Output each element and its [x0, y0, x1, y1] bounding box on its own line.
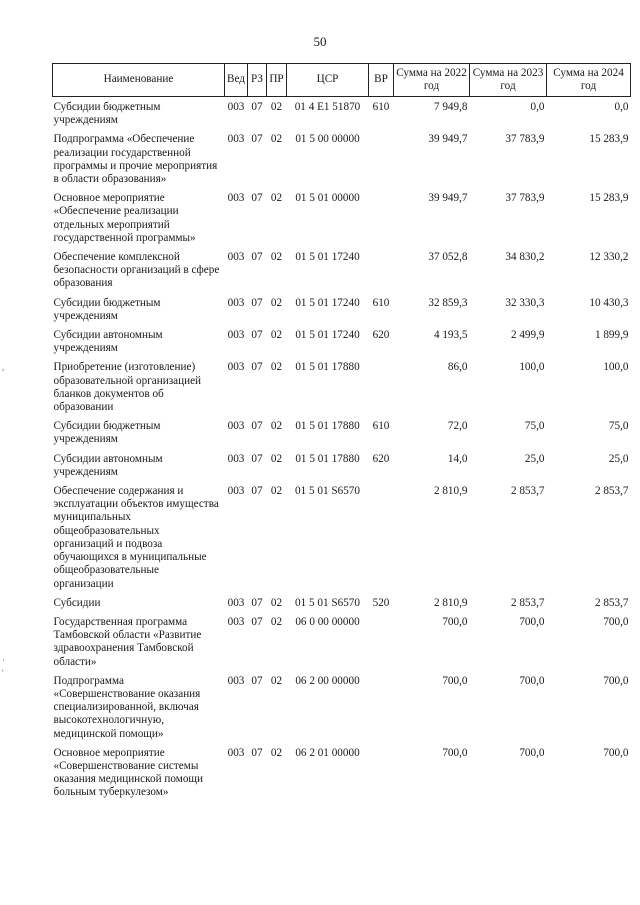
row-sum-2024: 25,0 [608, 452, 629, 465]
row-csr: 06 2 00 00000 [295, 674, 360, 687]
row-sum-2023: 34 830,2 [505, 251, 545, 264]
row-ved: 003 [227, 746, 245, 759]
row-rz: 07 [251, 615, 263, 628]
row-sum-2022: 7 949,8 [433, 101, 468, 113]
row-rz: 07 [251, 133, 263, 146]
table-row [53, 593, 631, 612]
row-vr: 620 [372, 329, 390, 342]
row-sum-2024: 700,0 [603, 615, 629, 628]
table-row [53, 129, 631, 188]
row-name: Основное мероприятие «Обеспечение реализации отдельных мероприятий государственной программы» [53, 192, 196, 244]
row-sum-2023: 75,0 [524, 420, 545, 433]
margin-mark: ' [2, 668, 4, 678]
row-sum-2024: 700,0 [603, 674, 629, 687]
row-vr [369, 743, 394, 802]
row-pr: 02 [270, 452, 283, 465]
row-rz: 07 [251, 192, 263, 205]
row-name: Обеспечение комплексной безопасности организаций в сфере образования [53, 251, 220, 290]
row-vr [369, 247, 394, 293]
row-pr: 02 [270, 329, 283, 342]
table-row [53, 293, 631, 325]
row-sum-2023: 37 783,9 [505, 133, 545, 146]
row-sum-2024: 1 899,9 [594, 329, 629, 342]
row-sum-2022: 86,0 [447, 361, 468, 374]
row-csr: 01 5 01 17240 [295, 251, 360, 264]
row-pr: 02 [270, 251, 283, 264]
row-pr: 02 [270, 420, 283, 433]
budget-table [52, 63, 631, 802]
row-sum-2024: 100,0 [603, 361, 629, 374]
row-sum-2024: 700,0 [603, 746, 629, 759]
table-row [53, 612, 631, 671]
row-vr: 610 [372, 420, 390, 433]
row-name: Основное мероприятие «Совершенствование системы оказания медицинской помощи больным туберкулезом» [53, 746, 204, 799]
header-csr: ЦСР [287, 64, 369, 97]
header-sum-2023: Сумма на 2023 год [470, 64, 547, 97]
row-pr: 02 [270, 674, 283, 687]
row-vr: 610 [372, 296, 390, 309]
row-rz: 07 [251, 746, 263, 759]
row-sum-2023: 0,0 [530, 101, 545, 113]
row-rz: 07 [251, 674, 263, 687]
row-ved: 003 [227, 596, 245, 609]
row-sum-2023: 700,0 [519, 615, 545, 628]
table-row [53, 97, 631, 130]
table-row [53, 247, 631, 293]
row-sum-2023: 100,0 [519, 361, 545, 374]
row-csr: 01 5 01 17880 [295, 452, 360, 465]
row-name: Обеспечение содержания и эксплуатации объектов имущества муниципальных общеобразовательных организаций и подвоза обучающихся в муниципальные общеобразовательные организации [53, 485, 219, 590]
row-csr: 06 0 00 00000 [295, 615, 360, 628]
row-rz: 07 [251, 452, 263, 465]
row-rz: 07 [251, 420, 263, 433]
row-vr [369, 188, 394, 247]
row-vr: 620 [372, 452, 390, 465]
row-name: Субсидии бюджетным учреждениям [53, 420, 161, 446]
row-sum-2023: 2 853,7 [510, 596, 545, 609]
row-sum-2022: 39 949,7 [428, 133, 468, 146]
row-sum-2024: 10 430,3 [589, 296, 629, 309]
row-pr: 02 [270, 296, 283, 309]
row-name: Субсидии автономным учреждениям [53, 329, 163, 355]
row-vr: 610 [372, 101, 390, 113]
row-pr: 02 [270, 596, 283, 609]
row-csr: 01 5 01 S6570 [295, 485, 360, 498]
row-name: Приобретение (изготовление) образовательной организацией бланков документов об образовании [53, 361, 202, 414]
row-ved: 003 [227, 101, 245, 113]
row-name: Государственная программа Тамбовской области «Развитие здравоохранения Тамбовской области» [53, 615, 202, 668]
row-sum-2024: 15 283,9 [589, 192, 629, 205]
row-vr [369, 671, 394, 743]
row-ved: 003 [227, 192, 245, 205]
row-sum-2024: 2 853,7 [594, 485, 629, 498]
row-rz: 07 [251, 361, 263, 374]
row-rz: 07 [251, 485, 263, 498]
table-row [53, 743, 631, 802]
row-vr [369, 481, 394, 593]
row-sum-2024: 12 330,2 [589, 251, 629, 264]
row-sum-2022: 2 810,9 [433, 485, 468, 498]
row-sum-2024: 2 853,7 [594, 596, 629, 609]
row-vr [369, 612, 394, 671]
row-name: Субсидии бюджетным учреждениям [53, 101, 161, 127]
header-vr: ВР [369, 64, 394, 97]
row-csr: 01 5 01 17880 [295, 420, 360, 433]
row-csr: 01 5 01 17880 [295, 361, 360, 374]
row-sum-2023: 2 499,9 [510, 329, 545, 342]
row-pr: 02 [270, 485, 283, 498]
row-sum-2022: 700,0 [442, 746, 468, 759]
row-csr: 01 5 00 00000 [295, 133, 360, 146]
row-ved: 003 [227, 361, 245, 374]
row-sum-2022: 32 859,3 [428, 296, 468, 309]
row-sum-2023: 25,0 [524, 452, 545, 465]
row-ved: 003 [227, 615, 245, 628]
row-ved: 003 [227, 251, 245, 264]
row-pr: 02 [270, 746, 283, 759]
row-sum-2024: 75,0 [608, 420, 629, 433]
table-row [53, 481, 631, 593]
row-rz: 07 [251, 596, 263, 609]
row-pr: 02 [270, 101, 283, 113]
row-sum-2022: 72,0 [447, 420, 468, 433]
row-pr: 02 [270, 361, 283, 374]
row-pr: 02 [270, 615, 283, 628]
row-vr: 520 [372, 596, 390, 609]
table-header-row [53, 64, 631, 97]
row-sum-2022: 39 949,7 [428, 192, 468, 205]
row-sum-2023: 37 783,9 [505, 192, 545, 205]
row-rz: 07 [251, 329, 263, 342]
row-name: Субсидии [53, 596, 101, 609]
row-pr: 02 [270, 192, 283, 205]
row-sum-2022: 14,0 [447, 452, 468, 465]
header-sum-2022: Сумма на 2022 год [394, 64, 470, 97]
row-pr: 02 [270, 133, 283, 146]
table-row [53, 188, 631, 247]
table-row [53, 325, 631, 357]
row-sum-2023: 700,0 [519, 674, 545, 687]
row-ved: 003 [227, 674, 245, 687]
header-name: Наименование [53, 64, 225, 97]
row-sum-2023: 2 853,7 [510, 485, 545, 498]
row-sum-2022: 2 810,9 [433, 596, 468, 609]
row-csr: 01 5 01 00000 [295, 192, 360, 205]
row-sum-2024: 0,0 [614, 101, 629, 113]
row-name: Субсидии бюджетным учреждениям [53, 296, 161, 322]
header-ved: Вед [225, 64, 248, 97]
row-vr [369, 129, 394, 188]
row-sum-2023: 700,0 [519, 746, 545, 759]
row-sum-2022: 700,0 [442, 615, 468, 628]
table-row [53, 357, 631, 416]
header-pr: ПР [267, 64, 287, 97]
row-csr: 01 5 01 17240 [295, 296, 360, 309]
table-row [53, 671, 631, 743]
row-sum-2024: 15 283,9 [589, 133, 629, 146]
row-csr: 01 5 01 S6570 [295, 596, 360, 609]
row-csr: 06 2 01 00000 [295, 746, 360, 759]
row-csr: 01 4 E1 51870 [294, 101, 361, 113]
header-rz: РЗ [248, 64, 267, 97]
row-ved: 003 [227, 329, 245, 342]
margin-mark: , [2, 362, 5, 372]
row-ved: 003 [227, 133, 245, 146]
row-rz: 07 [251, 101, 263, 113]
row-rz: 07 [251, 296, 263, 309]
row-rz: 07 [251, 251, 263, 264]
row-csr: 01 5 01 17240 [295, 329, 360, 342]
margin-mark: · [2, 655, 5, 665]
table-row [53, 416, 631, 448]
row-sum-2022: 4 193,5 [433, 329, 468, 342]
row-sum-2022: 37 052,8 [428, 251, 468, 264]
table-row [53, 449, 631, 481]
row-name: Подпрограмма «Обеспечение реализации государственной программы и прочие мероприятия в области образования» [53, 133, 218, 186]
row-name: Субсидии автономным учреждениям [53, 452, 163, 478]
row-name: Подпрограмма «Совершенствование оказания специализированной, включая высокотехнологичную, медицинской помощи» [53, 674, 201, 740]
row-ved: 003 [227, 485, 245, 498]
header-sum-2024: Сумма на 2024 год [547, 64, 631, 97]
row-vr [369, 357, 394, 416]
row-sum-2023: 32 330,3 [505, 296, 545, 309]
page-number: 50 [313, 34, 327, 49]
row-ved: 003 [227, 452, 245, 465]
row-ved: 003 [227, 296, 245, 309]
row-ved: 003 [227, 420, 245, 433]
row-sum-2022: 700,0 [442, 674, 468, 687]
